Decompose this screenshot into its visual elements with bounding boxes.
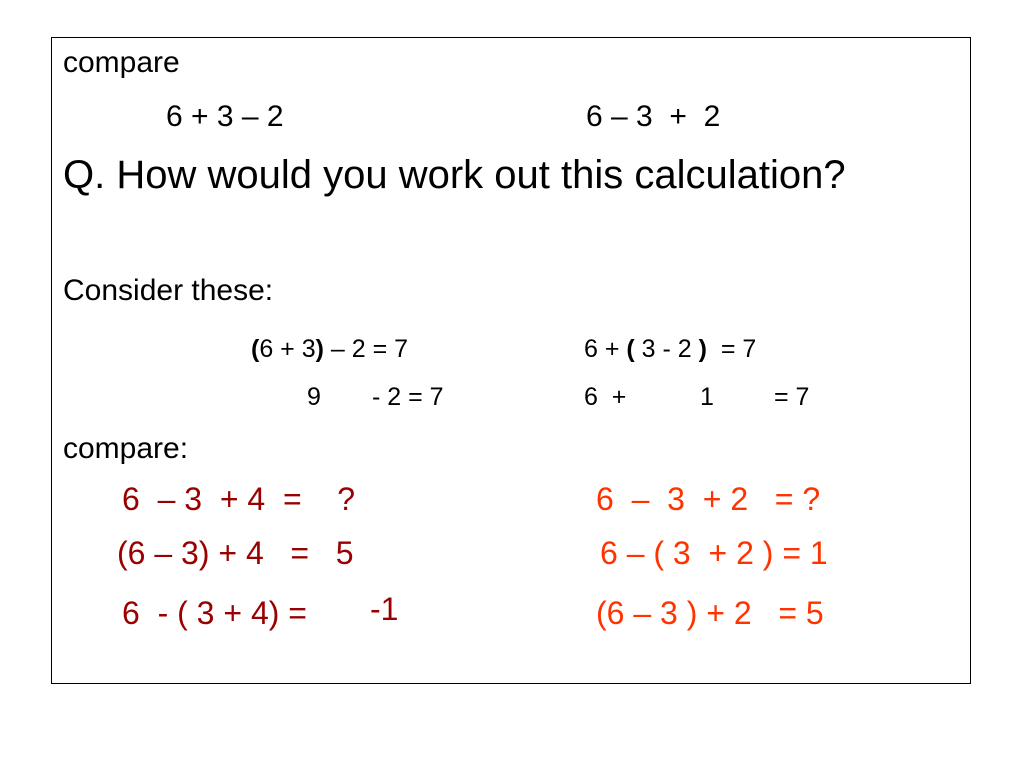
answer-expression-right-2: (6 – 3 ) + 2 = 5 (596, 595, 824, 631)
bracket-rest: – 2 = 7 (323, 335, 409, 363)
close-paren: ) (315, 335, 324, 363)
content-frame (51, 37, 971, 684)
open-paren: ( (626, 335, 635, 363)
open-paren: ( (251, 335, 260, 363)
result-left-number: 9 (307, 383, 321, 411)
expression-left: 6 + 3 – 2 (166, 100, 284, 133)
close-paren: ) (698, 335, 707, 363)
question-expression-right: 6 – 3 + 2 = ? (596, 481, 821, 517)
bracket-inner: 3 - 2 (634, 335, 699, 363)
answer-value-left-2: -1 (370, 591, 399, 627)
result-left-rest: - 2 = 7 (372, 383, 444, 411)
result-right-lead: 6 + (584, 383, 627, 411)
bracket-lead: 6 + (584, 335, 627, 363)
bracket-inner: 6 + 3 (259, 335, 316, 363)
bracket-expression-right (584, 337, 756, 362)
answer-expression-left-2: 6 - ( 3 + 4) = (122, 595, 307, 631)
bracket-expression-left (251, 337, 408, 362)
bracket-rest: = 7 (706, 335, 757, 363)
expression-right: 6 – 3 + 2 (586, 100, 721, 133)
answer-expression-right-1: 6 – ( 3 + 2 ) = 1 (600, 535, 828, 571)
consider-label: Consider these: (63, 274, 274, 307)
answer-expression-left-1: (6 – 3) + 4 = 5 (117, 535, 354, 571)
result-right-rest: = 7 (774, 383, 810, 411)
compare-label-2: compare: (63, 432, 189, 465)
question-text: Q. How would you work out this calculation? (63, 153, 846, 197)
result-right-mid: 1 (700, 383, 714, 411)
question-expression-left: 6 – 3 + 4 = ? (122, 481, 356, 517)
compare-label: compare (63, 46, 180, 79)
